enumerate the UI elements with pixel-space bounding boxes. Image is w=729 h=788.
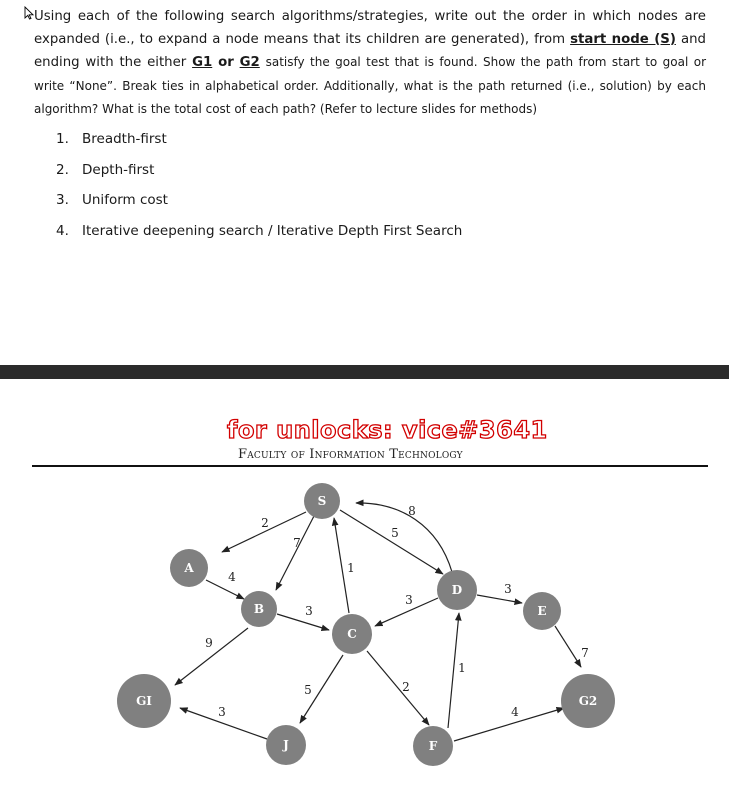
node-e [523, 592, 561, 630]
edge-f-g2 [454, 708, 564, 741]
weight-c-s: 1 [347, 561, 355, 575]
question-part1: Using each of the following search algorithms/strategies, write out the order in which nodes are expanded (i.e., to expand a node means that its children are generated), from [34, 9, 706, 47]
svg-text:J: J [283, 738, 289, 752]
start-node-label: start node (S) [570, 31, 676, 47]
edge-d-s [356, 503, 452, 572]
svg-text:D: D [451, 583, 463, 597]
faculty-header: Faculty of Information Technology [238, 447, 463, 462]
or-label: or [218, 55, 234, 70]
edge-s-b [276, 516, 314, 590]
svg-text:E: E [537, 604, 547, 618]
list-item: 4. Iterative deepening search / Iterative Depth First Search [56, 222, 463, 239]
weight-d-e: 3 [504, 582, 512, 596]
list-item: 1. Breadth-first [56, 131, 167, 147]
weight-e-g2: 7 [581, 646, 589, 660]
weight-j-g1: 3 [218, 705, 226, 719]
edge-e-g2 [555, 626, 581, 667]
question-part3: satisfy the goal test that is found. Show the path from start to goal or write “None”. Break ties in alphabetical order. Additionally, what is the path returned (i.e., solution) by each algorithm? What is the total cost of each path? (Refer to lecture slides for methods) [34, 55, 706, 116]
weight-c-f: 2 [402, 680, 410, 694]
svg-text:C: C [347, 627, 357, 641]
edge-b-c [277, 614, 329, 630]
node-b [241, 591, 277, 627]
weight-f-d: 1 [458, 661, 466, 675]
question-part2: and ending with the either [34, 31, 706, 70]
weight-a-b: 4 [228, 570, 236, 584]
weight-b-c: 3 [305, 604, 313, 618]
weight-d-s: 8 [408, 504, 416, 518]
node-c [332, 614, 372, 654]
edge-d-e [477, 595, 522, 603]
weight-s-b: 7 [293, 536, 301, 550]
node-g1 [117, 674, 171, 728]
svg-text:GI: GI [136, 694, 152, 708]
svg-text:A: A [184, 561, 194, 575]
node-g2 [561, 674, 615, 728]
svg-text:G2: G2 [578, 694, 598, 708]
svg-text:S: S [317, 494, 327, 508]
overlay-watermark-text: for unlocks: vice#3641 [227, 416, 548, 444]
list-item: 2. Depth-first [56, 161, 155, 178]
weight-f-g2: 4 [511, 705, 519, 719]
weight-d-c: 3 [405, 593, 413, 607]
goal2-label: G2 [239, 55, 260, 70]
node-s [304, 483, 340, 519]
weight-b-g1: 9 [205, 636, 213, 650]
edge-c-f [367, 651, 429, 725]
svg-text:F: F [428, 739, 438, 753]
node-f [413, 726, 453, 766]
node-j [266, 725, 306, 765]
node-d [437, 570, 477, 610]
weight-s-a: 2 [261, 516, 269, 530]
node-a [170, 549, 208, 587]
graph-edges [175, 503, 581, 741]
edge-a-b [206, 580, 244, 599]
weight-c-j: 5 [304, 683, 312, 697]
list-item: 3. Uniform cost [56, 192, 168, 208]
edge-s-d [340, 510, 443, 574]
svg-text:B: B [253, 602, 265, 616]
weight-s-d: 5 [391, 526, 399, 540]
goal1-label: G1 [192, 55, 213, 70]
